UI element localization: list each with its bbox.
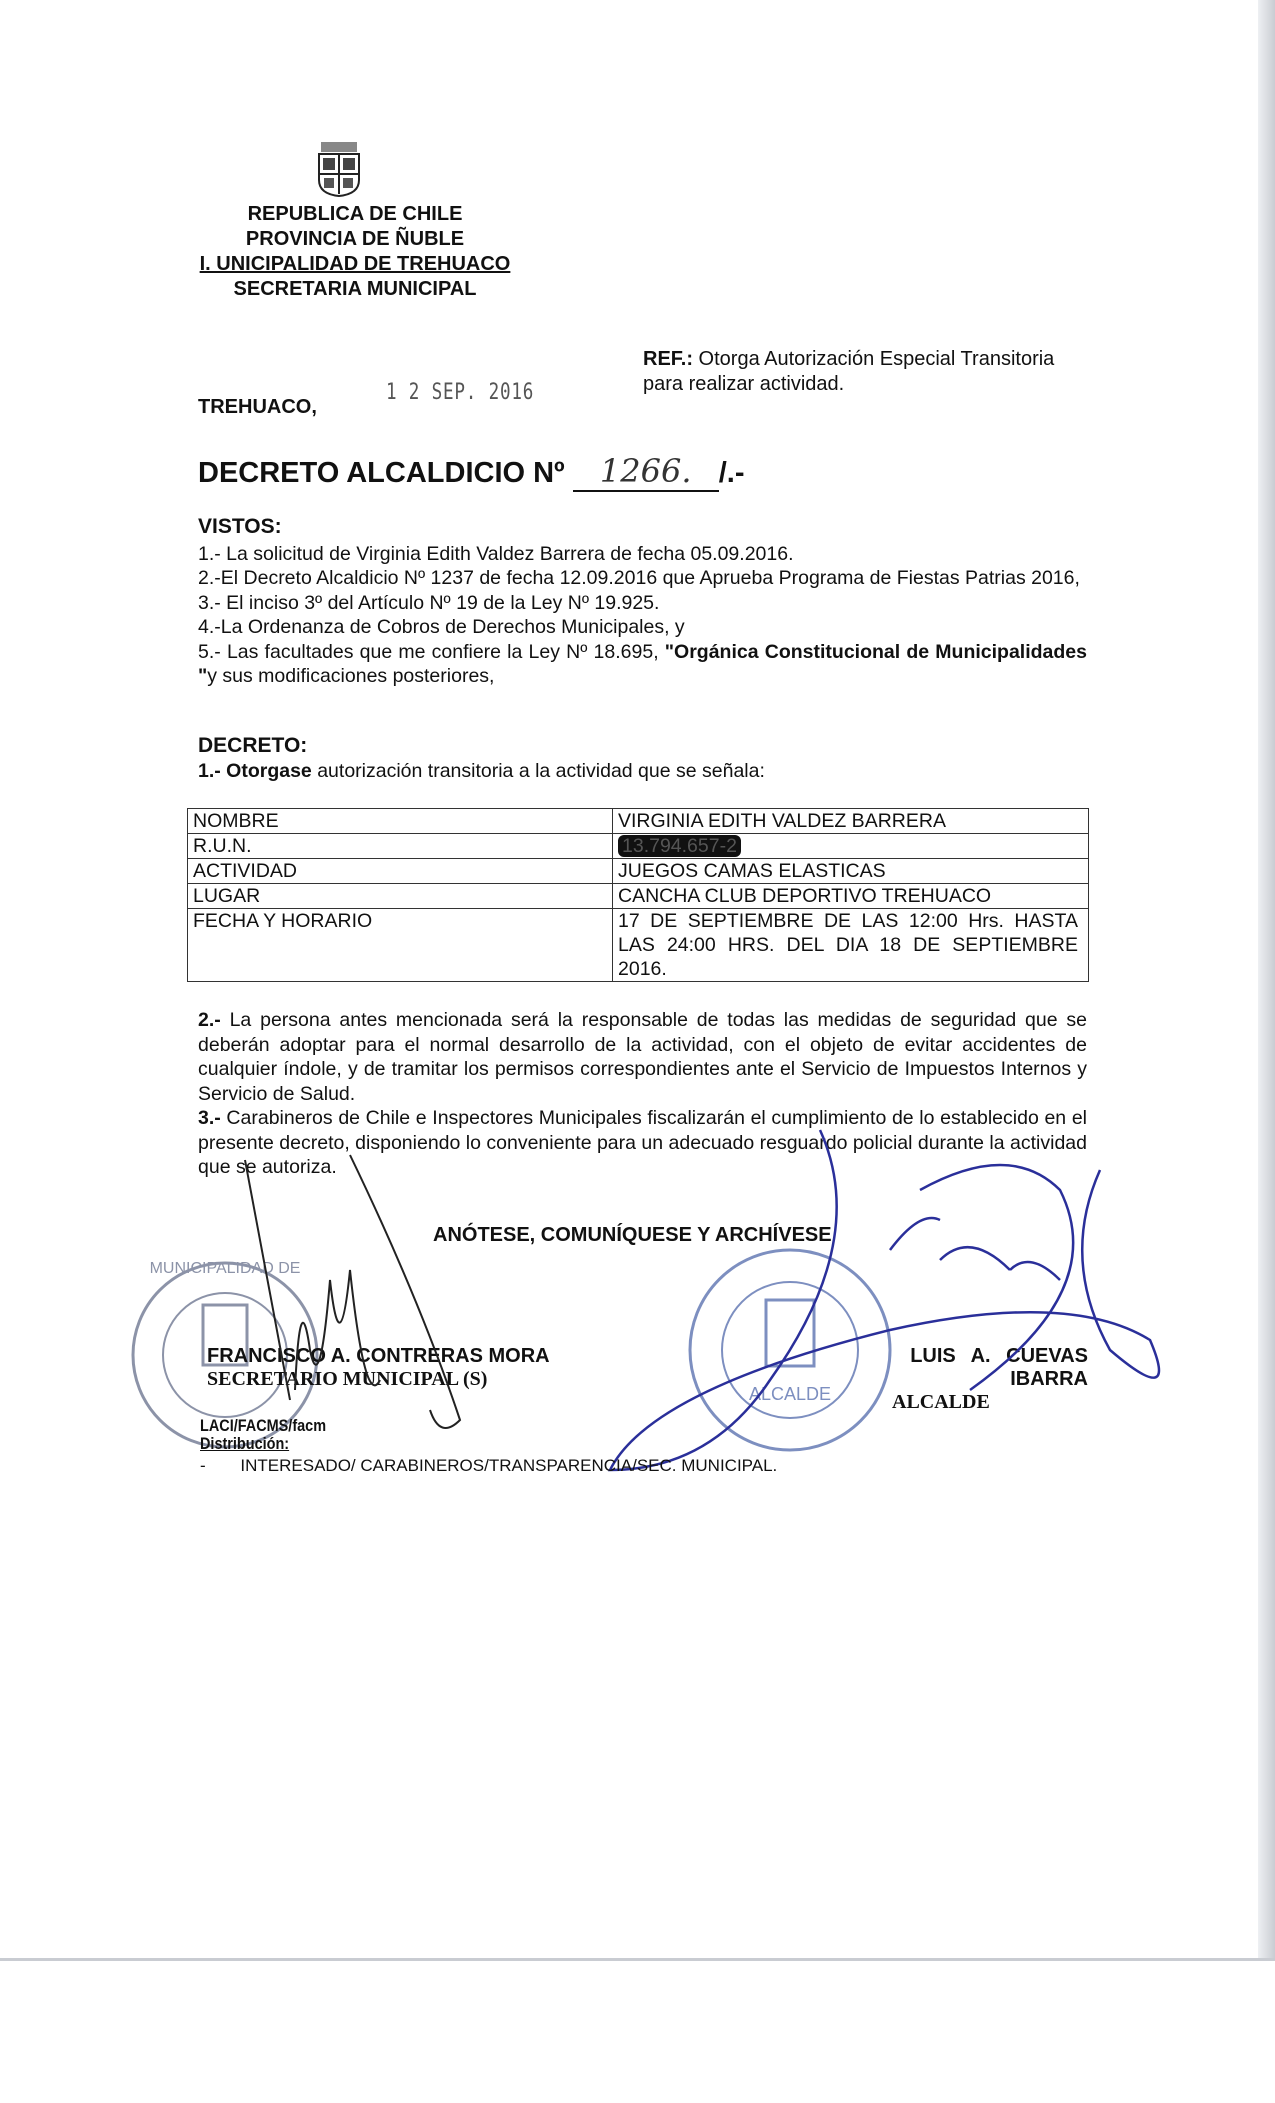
- vistos-item: [198, 640, 1087, 689]
- header-line: I. UNICIPALIDAD DE TREHUACO: [199, 253, 511, 275]
- p3-number: 3.-: [198, 1107, 221, 1129]
- signer-title: SECRETARIO MUNICIPAL (S): [207, 1368, 488, 1390]
- row-value: [613, 834, 1089, 859]
- table-row: [188, 884, 1089, 909]
- mayor-signature: [590, 1110, 1190, 1490]
- bullet: -: [200, 1456, 206, 1475]
- row-value: 17 DE SEPTIEMBRE DE LAS 12:00 Hrs. HASTA LAS 24:00 HRS. DEL DIA 18 DE SEPTIEMBRE 2016.: [613, 909, 1089, 982]
- row-label: LUGAR: [188, 884, 613, 909]
- decreto-heading: DECRETO:: [198, 734, 308, 757]
- letterhead: [160, 202, 550, 302]
- vistos-item5-end: y sus modificaciones posteriores,: [207, 665, 495, 687]
- p2-number: 2.-: [198, 1009, 221, 1031]
- header-line: SECRETARIA MUNICIPAL: [233, 278, 477, 300]
- signer-title: ALCALDE: [892, 1391, 990, 1413]
- signer-name: FRANCISCO A. CONTRERAS MORA: [207, 1345, 550, 1367]
- table-row: [188, 909, 1089, 982]
- row-label: ACTIVIDAD: [188, 859, 613, 884]
- distribution-list: [200, 1456, 777, 1476]
- header-line: PROVINCIA DE ÑUBLE: [245, 228, 465, 250]
- reference: [643, 347, 1054, 396]
- place: TREHUACO,: [198, 396, 317, 418]
- header-line: REPUBLICA DE CHILE: [247, 203, 463, 225]
- initials: LACI/FACMS/facm: [200, 1416, 327, 1435]
- row-label: FECHA Y HORARIO: [188, 909, 613, 982]
- p2-text: La persona antes mencionada será la responsable de todas las medidas de seguridad que se deberán adoptar para el normal desarrollo de la actividad, con el objeto de evitar accidentes de cualquier índole, y de tramitar los permisos correspondientes ante el Servicio de Impuestos Internos y Servicio de Salud.: [198, 1009, 1087, 1105]
- vistos-heading: VISTOS:: [198, 515, 282, 538]
- decreto-p2: [198, 1008, 1087, 1106]
- decreto-p1-bold: 1.- Otorgase: [198, 759, 312, 782]
- row-label: NOMBRE: [188, 809, 613, 834]
- decree-title-line: [198, 452, 745, 492]
- secretary-signature: [240, 1150, 480, 1430]
- decree-title: DECRETO ALCALDICIO Nº: [198, 457, 565, 489]
- p3-text: Carabineros de Chile e Inspectores Municipales fiscalizarán el cumplimiento de lo establecido en el presente decreto, disponiendo lo conveniente para un adecuado resguardo policial durante la actividad que se autoriza.: [198, 1107, 1087, 1178]
- row-value: VIRGINIA EDITH VALDEZ BARRERA: [613, 809, 1089, 834]
- table-row: [188, 859, 1089, 884]
- closing-formula: ANÓTESE, COMUNÍQUESE Y ARCHÍVESE: [433, 1224, 832, 1246]
- page-edge: [1258, 0, 1275, 1958]
- decree-suffix: /.-: [718, 457, 745, 489]
- vistos-item5-text: 5.- Las facultades que me confiere la Ley Nº 18.695,: [198, 640, 665, 663]
- svg-text:MUNICIPALIDAD DE: MUNICIPALIDAD DE: [149, 1260, 301, 1277]
- svg-text:ALCALDE: ALCALDE: [748, 1384, 832, 1404]
- ref-text-2: para realizar actividad.: [643, 372, 845, 395]
- vistos-item: 2.-El Decreto Alcaldicio Nº 1237 de fecha 12.09.2016 que Aprueba Programa de Fiestas Patrias 2016,: [198, 567, 1080, 589]
- vistos-item: 1.- La solicitud de Virginia Edith Valdez Barrera de fecha 05.09.2016.: [198, 542, 794, 565]
- page-bottom-edge: [0, 1958, 1275, 2103]
- decreto-p1: autorización transitoria a la actividad que se señala:: [311, 759, 765, 782]
- law-name: "Orgánica Constitucional de Municipalidades ": [198, 640, 1087, 687]
- signer-name: LUIS A. CUEVAS IBARRA: [910, 1345, 1088, 1390]
- table-row: [188, 834, 1089, 859]
- ref-text: Otorga Autorización Especial Transitoria: [693, 348, 1055, 370]
- row-value: CANCHA CLUB DEPORTIVO TREHUACO: [613, 884, 1089, 909]
- vistos-item: 3.- El inciso 3º del Artículo Nº 19 de la Ley Nº 19.925.: [198, 591, 660, 614]
- row-label: R.U.N.: [188, 834, 613, 859]
- table-row: [188, 809, 1089, 834]
- coat-of-arms-logo: [313, 140, 365, 198]
- redacted-run: 13.794.657-2: [618, 835, 741, 857]
- distribution-item: INTERESADO/ CARABINEROS/TRANSPARENCIA/SEC. MUNICIPAL.: [240, 1456, 778, 1475]
- date-stamp: 1 2 SEP. 2016: [386, 380, 535, 405]
- ref-label: REF.:: [643, 348, 693, 370]
- decreto-section: [198, 734, 1087, 783]
- authorization-table: [187, 808, 1089, 982]
- distribution-heading: Distribución:: [200, 1434, 290, 1453]
- vistos-item: 4.-La Ordenanza de Cobros de Derechos Municipales, y: [198, 616, 685, 638]
- decree-number: 1266.: [573, 452, 719, 492]
- vistos-section: [198, 515, 1087, 689]
- row-value: JUEGOS CAMAS ELASTICAS: [613, 859, 1089, 884]
